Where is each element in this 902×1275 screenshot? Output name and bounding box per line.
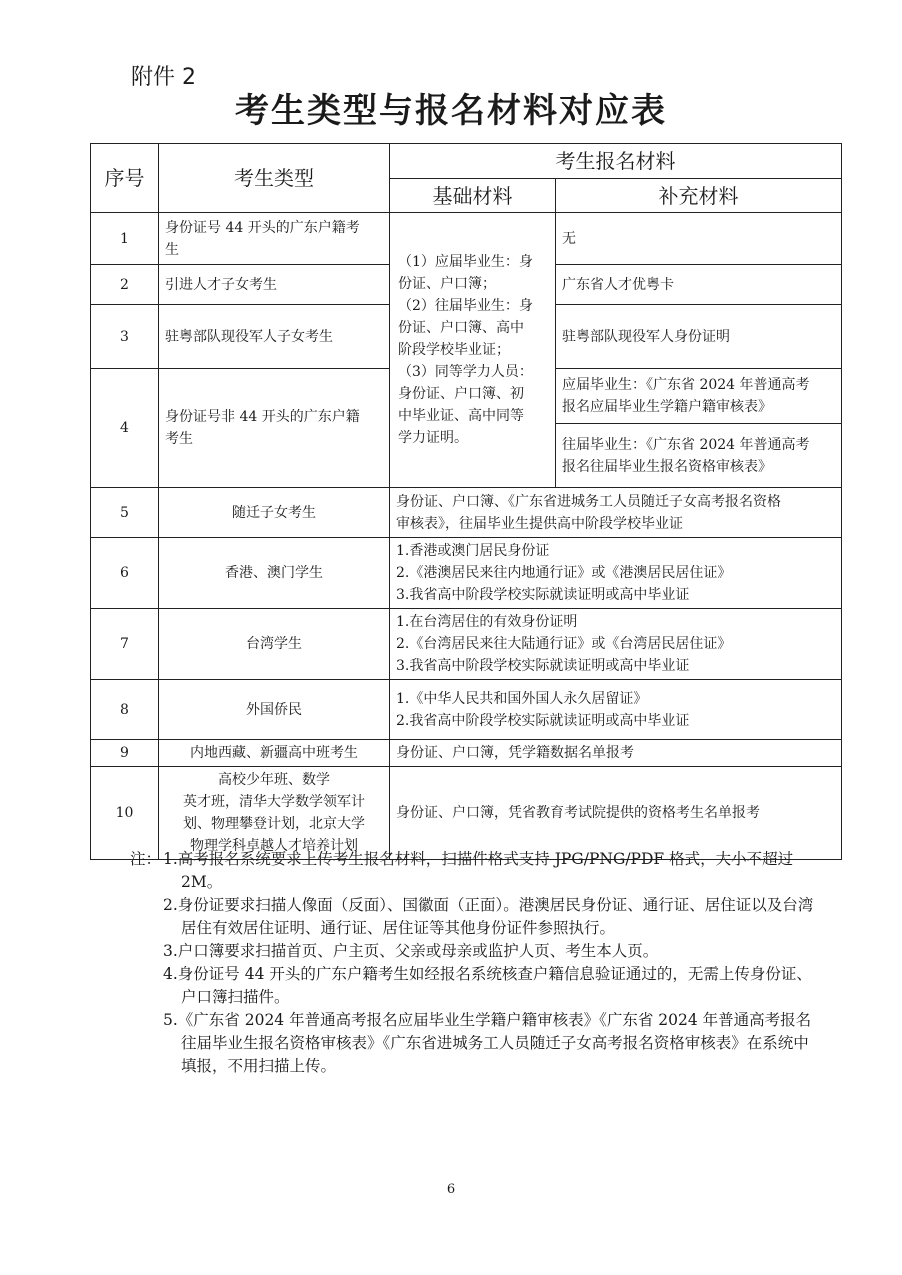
table-row — [91, 538, 842, 609]
row-supp-previous: 往届毕业生：《广东省 2024 年普通高考 报名往届毕业生报名资格审核表》 — [556, 424, 842, 488]
row-supp: 无 — [556, 213, 842, 265]
row-supp: 驻粤部队现役军人身份证明 — [556, 305, 842, 369]
note-item: 2.身份证要求扫描人像面（反面）、国徽面（正面）。港澳居民身份证、通行证、居住证以及台湾居住有效居住证明、通行证、居住证等其他身份证件参照执行。 — [163, 896, 814, 937]
notes-prefix: 注： — [130, 850, 162, 868]
header-materials: 考生报名材料 — [390, 144, 842, 179]
row-number: 10 — [91, 767, 159, 860]
row-type: 引进人才子女考生 — [159, 265, 390, 305]
table-row — [91, 609, 842, 680]
table-row — [91, 680, 842, 740]
note-item: 3.户口簿要求扫描首页、户主页、父亲或母亲或监护人页、考生本人页。 — [163, 942, 659, 960]
header-basic: 基础材料 — [390, 179, 556, 213]
header-supp: 补充材料 — [556, 179, 842, 213]
materials-table — [90, 143, 842, 860]
shared-basic-materials: （1）应届毕业生：身 份证、户口簿； （2）往届毕业生：身 份证、户口簿、高中 阶段学校毕业证； （3）同等学力人员： 身份证、户口簿、初 中毕业证、高中同等 学力证明。 — [390, 213, 556, 488]
row-materials: 身份证、户口簿，凭省教育考试院提供的资格考生名单报考 — [390, 767, 842, 860]
row-supp: 广东省人才优粤卡 — [556, 265, 842, 305]
note-item: 4.身份证号 44 开头的广东户籍考生如经报名系统核查户籍信息验证通过的，无需上传身份证、户口簿扫描件。 — [163, 965, 812, 1006]
row-materials: 1.《中华人民共和国外国人永久居留证》 2.我省高中阶段学校实际就读证明或高中毕业证 — [390, 680, 842, 740]
notes-section — [130, 848, 820, 1078]
row-number: 9 — [91, 740, 159, 767]
page-number: 6 — [446, 1182, 456, 1197]
row-type: 台湾学生 — [159, 609, 390, 680]
row-type: 驻粤部队现役军人子女考生 — [159, 305, 390, 369]
table-row — [91, 488, 842, 538]
table-row — [91, 740, 842, 767]
row-type: 身份证号 44 开头的广东户籍考 生 — [159, 213, 390, 265]
row-type: 高校少年班、数学 英才班，清华大学数学领军计 划、物理攀登计划，北京大学 物理学科卓越人才培养计划 — [159, 767, 390, 860]
header-no: 序号 — [91, 144, 159, 213]
table-row — [91, 213, 842, 265]
row-number: 8 — [91, 680, 159, 740]
row-materials: 身份证、户口簿、《广东省进城务工人员随迁子女高考报名资格 审核表》，往届毕业生提供高中阶段学校毕业证 — [390, 488, 842, 538]
note-item: 5.《广东省 2024 年普通高考报名应届毕业生学籍户籍审核表》《广东省 2024 年普通高考报名往届毕业生报名资格审核表》《广东省进城务工人员随迁子女高考报名资格审核表》在系统中填报，不用扫描上传。 — [163, 1011, 812, 1075]
row-number: 3 — [91, 305, 159, 369]
row-type: 外国侨民 — [159, 680, 390, 740]
row-number: 1 — [91, 213, 159, 265]
row-number: 6 — [91, 538, 159, 609]
row-type: 身份证号非 44 开头的广东户籍 考生 — [159, 369, 390, 488]
row-number: 2 — [91, 265, 159, 305]
row-number: 5 — [91, 488, 159, 538]
note-item: 注： 1.高考报名系统要求上传考生报名材料，扫描件格式支持 JPG/PNG/PDF 格式，大小不超过 2M。 — [130, 850, 794, 891]
header-type: 考生类型 — [159, 144, 390, 213]
row-supp-fresh: 应届毕业生：《广东省 2024 年普通高考 报名应届毕业生学籍户籍审核表》 — [556, 369, 842, 424]
row-type: 香港、澳门学生 — [159, 538, 390, 609]
row-type: 内地西藏、新疆高中班考生 — [159, 740, 390, 767]
row-number: 7 — [91, 609, 159, 680]
row-materials: 身份证、户口簿，凭学籍数据名单报考 — [390, 740, 842, 767]
page-title: 考生类型与报名材料对应表 — [235, 91, 667, 131]
attachment-label: 附件 2 — [131, 65, 196, 90]
table-row — [91, 767, 842, 860]
row-type: 随迁子女考生 — [159, 488, 390, 538]
row-number: 4 — [91, 369, 159, 488]
row-materials: 1.在台湾居住的有效身份证明 2.《台湾居民来往大陆通行证》或《台湾居民居住证》 3.我省高中阶段学校实际就读证明或高中毕业证 — [390, 609, 842, 680]
row-materials: 1.香港或澳门居民身份证 2.《港澳居民来往内地通行证》或《港澳居民居住证》 3.我省高中阶段学校实际就读证明或高中毕业证 — [390, 538, 842, 609]
